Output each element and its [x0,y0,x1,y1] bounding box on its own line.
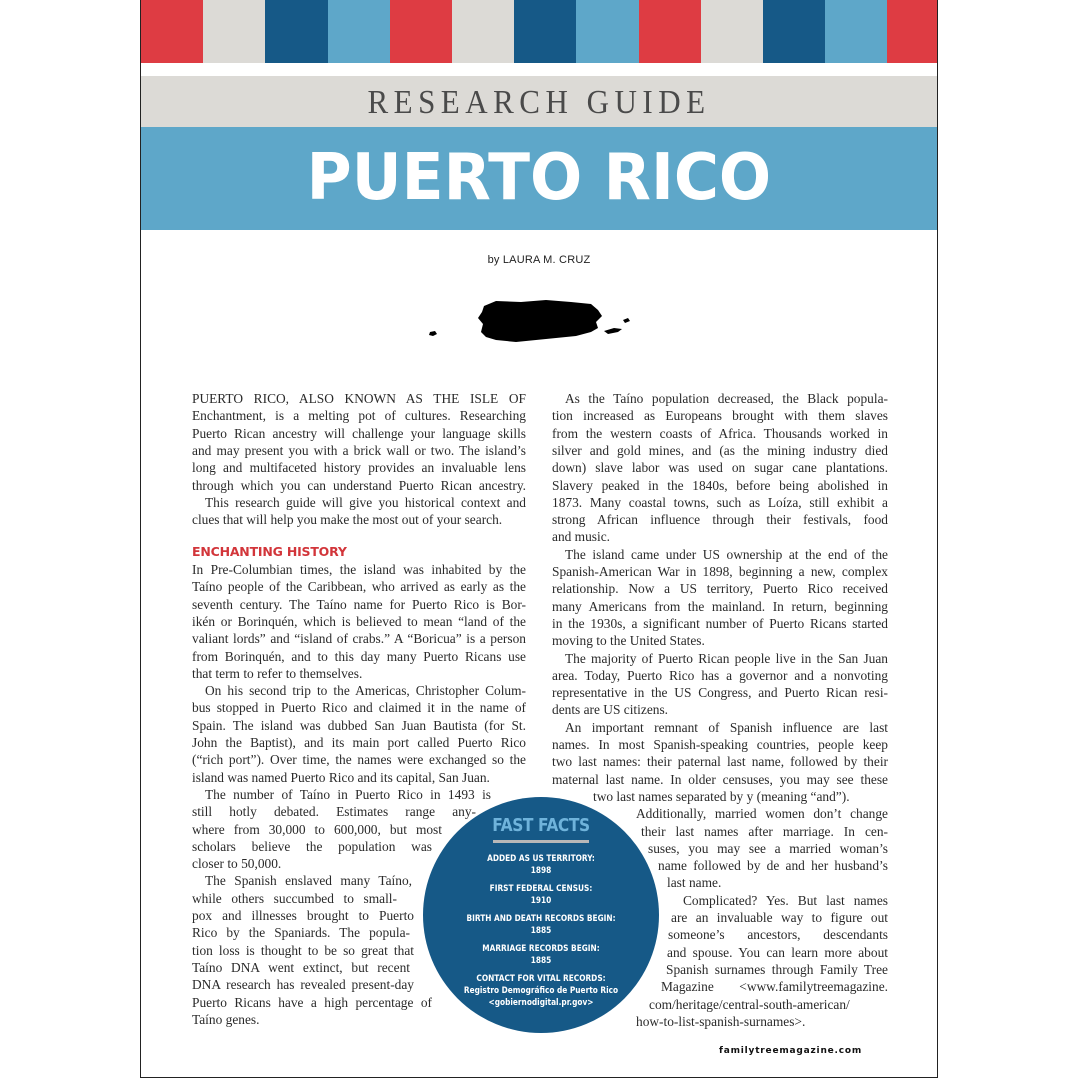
text-line: and music. [552,529,611,544]
text-line: Taíno genes. [192,1012,260,1027]
text-line: and spouse. You can learn more about [667,945,888,960]
vital-records-link[interactable]: <gobiernodigital.pr.gov> [488,998,594,1008]
text-line: Taíno DNA went extinct, but recent [192,960,410,975]
text-line: in the 1930s, a significant number of Puerto Ricans started [552,616,888,631]
stripe-light-blue [328,0,390,63]
text-line: scholars believe the population was [192,839,432,854]
byline: by LAURA M. CRUZ [487,254,591,266]
text-line: Slavery peaked in the 1840s, before being abolished in [552,478,888,493]
stripe-red [390,0,452,63]
text-line: Spanish-American War in 1898, beginning a new, complex [552,564,888,579]
text-line: strong African influence through their festivals, food [552,512,888,527]
fact-territory: ADDED AS US TERRITORY: 1898 [487,854,595,876]
text-line: still hotly debated. Estimates range any- [192,804,476,819]
text-line: On his second trip to the Americas, Christopher Colum- [205,683,526,698]
text-line: island was named Puerto Rico and its capital, San Juan. [192,770,490,785]
text-line: Puerto Rican ancestry will challenge your language skills [192,426,526,441]
text-line: pox and illnesses brought to Puerto [192,908,414,923]
text-line: DNA research has revealed present-day [192,977,414,992]
fact-marriage: MARRIAGE RECORDS BEGIN: 1885 [482,944,600,966]
text-line: clues that will help you make the most out of your search. [192,512,503,527]
text-line: tion loss is thought to be so great that [192,943,414,958]
text-line: while others succumbed to small- [192,891,397,906]
text-line: valiant lords” and “island of crabs.” A “Boricua” is a person [192,631,526,646]
fast-facts-title: FAST FACTS [492,815,590,836]
text-line: ikén or Borinquén, which is believed to mean “land of the [192,614,526,629]
text-line: that term to refer to themselves. [192,666,363,681]
magazine-page [140,0,938,1078]
text-line: (“rich port”). Over time, the names were exchanged so the [192,752,526,767]
fast-facts-circle [423,797,659,1033]
text-line: someone’s ancestors, descendants [668,927,888,942]
text-line: In Pre-Columbian times, the island was inhabited by the [192,562,526,577]
text-line: The Spanish enslaved many Taíno, [205,873,412,888]
text-line: suses, you may see a married woman’s [648,841,888,856]
section-heading: ENCHANTING HISTORY [192,544,347,559]
text-line: 1873. Many coastal towns, such as Loíza, still exhibit a [552,495,888,510]
text-line: moving to the United States. [552,633,705,648]
text-line: maternal last name. In older censuses, you may see these [552,772,888,787]
text-line: Spanish surnames through Family Tree [666,962,888,977]
puerto-rico-map-icon [426,292,636,352]
text-line: down) slave labor was used on sugar cane plantations. [552,460,888,475]
text-line: many Americans from the mainland. In return, beginning [552,599,888,614]
fact-birth-death: BIRTH AND DEATH RECORDS BEGIN: 1885 [466,914,616,936]
text-line: closer to 50,000. [192,856,282,871]
text-line: names. In most Spanish-speaking countries, people keep [552,737,888,752]
text-line: As the Taíno population decreased, the Black popula- [565,391,888,406]
text-line: Complicated? Yes. But last names [683,893,888,908]
stripe-dark-blue [763,0,825,63]
text-line: An important remnant of Spanish influence are last [565,720,888,735]
stripe-red [639,0,701,63]
stripe-light-blue [825,0,887,63]
text-line: and may present you with a brick wall or two. The island’s [192,443,526,458]
text-line: from the western coasts of Africa. Thousands worked in [552,426,888,441]
stripe-dark-blue [514,0,576,63]
text-line: This research guide will give you historical context and [205,495,526,510]
stripe-red [887,0,938,63]
text-line: area. Today, Puerto Rico has a governor and a nonvoting [552,668,888,683]
text-line: long and multifaceted history provides an invaluable lens [192,460,526,475]
footer-site: familytreemagazine.com [719,1046,863,1056]
text-line: two last names separated by y (meaning “and”). [593,789,850,804]
page-title: PUERTO RICO [306,141,772,215]
stripe-light-blue [576,0,638,63]
fast-facts-divider [493,840,589,843]
text-line: through which you can understand Puerto Rican ancestry. [192,478,526,493]
text-line: Enchantment, is a melting pot of cultures. Researching [192,408,526,423]
stripe-gray [701,0,763,63]
fact-contact: CONTACT FOR VITAL RECORDS: Registro Demográfico de Puerto Rico <gobiernodigital.pr.gov> [463,974,619,1008]
text-line: com/heritage/central-south-american/ [649,997,850,1012]
text-line: their last names after marriage. In cen- [641,824,888,839]
text-line: The majority of Puerto Rican people live in the San Juan [565,651,888,666]
text-line: seventh century. The Taíno name for Puerto Rico is Bor- [192,597,526,612]
stripe-gray [452,0,514,63]
title-band [141,127,937,230]
text-line: relationship. Now a US territory, Puerto Rico received [552,581,888,596]
text-line: two last names: their paternal last name, followed by their [552,754,888,769]
text-line: where from 30,000 to 600,000, but most [192,822,442,837]
text-line: The number of Taíno in Puerto Rico in 1493 is [205,787,491,802]
text-line: Rico by the Spaniards. The popula- [192,925,410,940]
text-line: are an invaluable way to figure out [671,910,888,925]
stripe-gray [203,0,265,63]
kicker-band [141,76,937,127]
text-line: dents are US citizens. [552,702,669,717]
fact-census: FIRST FEDERAL CENSUS: 1910 [489,884,593,906]
text-line: last name. [667,875,722,890]
text-line: The island came under US ownership at the end of the [565,547,888,562]
kicker-text: RESEARCH GUIDE [367,82,711,121]
text-line: name followed by de and her husband’s [658,858,888,873]
text-line: bus stopped in Puerto Rico and claimed it in the name of [192,700,526,715]
text-line: how-to-list-spanish-surnames>. [636,1014,806,1029]
header-stripes [141,0,937,63]
text-line: Taíno people of the Caribbean, who arrived as early as the [192,579,526,594]
stripe-dark-blue [265,0,327,63]
text-line: Spain. The island was dubbed San Juan Bautista (for St. [192,718,526,733]
text-line: John the Baptist), and its main port called Puerto Rico [192,735,526,750]
text-line: PUERTO RICO, ALSO KNOWN AS THE ISLE OF [192,391,526,406]
stripe-red [141,0,203,63]
text-line: tion increased as Europeans brought with them slaves [552,408,888,423]
text-line: Additionally, married women don’t change [636,806,888,821]
text-line: Puerto Ricans have a high percentage of [192,995,432,1010]
text-line: representative in the US Congress, and Puerto Rican resi- [552,685,888,700]
text-line: Magazine <www.familytreemagazine. [661,979,888,994]
text-line: silver and gold mines, and (as the mining industry died [552,443,888,458]
text-line: from Borinquén, and to this day many Puerto Ricans use [192,649,526,664]
